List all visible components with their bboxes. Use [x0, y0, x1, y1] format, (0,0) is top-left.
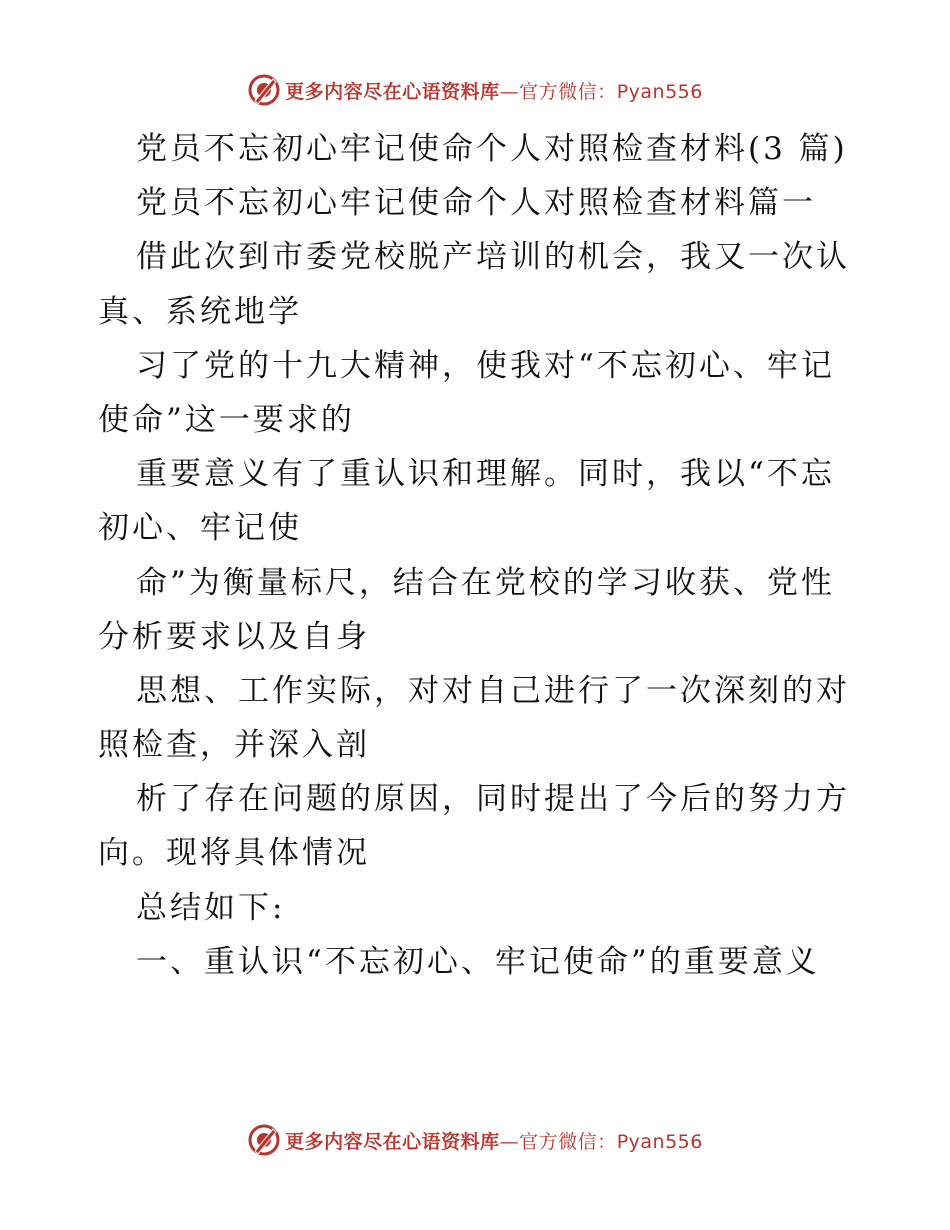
watermark-id: Pyan556: [616, 80, 703, 103]
watermark-id: Pyan556: [616, 1130, 703, 1153]
text-line: 借此次到市委党校脱产培训的机会，我又一次认: [136, 239, 850, 276]
document-body: [98, 122, 858, 989]
text-line: 初心、牢记使: [98, 510, 302, 547]
text-line: 一、重认识“不忘初心、牢记使命”的重要意义: [136, 943, 820, 980]
text-line: 党员不忘初心牢记使命个人对照检查材料篇一: [136, 185, 816, 222]
text-line: 习了党的十九大精神，使我对“不忘初心、牢记: [136, 347, 835, 384]
watermark-label: 官方微信：: [519, 80, 617, 103]
watermark-name: 更多内容尽在心语资料库: [285, 80, 500, 103]
watermark-label: 官方微信：: [519, 1130, 617, 1153]
header-watermark: [0, 70, 950, 110]
text-line: 析了存在问题的原因，同时提出了今后的努力方: [136, 781, 850, 818]
footer-watermark: [0, 1120, 950, 1160]
watermark-dash: —: [499, 1130, 520, 1153]
text-line: 总结如下:: [136, 889, 286, 926]
watermark-name: 更多内容尽在心语资料库: [285, 1130, 500, 1153]
text-line: 使命”这一要求的: [98, 401, 355, 438]
text-line: 分析要求以及自身: [98, 618, 370, 655]
pen-logo-icon: [247, 73, 281, 107]
text-line: 真、系统地学: [98, 293, 302, 330]
text-line: 命”为衡量标尺，结合在党校的学习收获、党性: [136, 564, 835, 601]
text-line: 向。现将具体情况: [98, 835, 370, 872]
text-line: 重要意义有了重认识和理解。同时，我以“不忘: [136, 456, 835, 493]
text-line: 照检查，并深入剖: [98, 727, 370, 764]
pen-logo-icon: [247, 1123, 281, 1157]
text-line: 思想、工作实际，对对自己进行了一次深刻的对: [136, 672, 850, 709]
watermark-dash: —: [499, 80, 520, 103]
text-line: 党员不忘初心牢记使命个人对照检查材料(3 篇): [136, 131, 848, 167]
